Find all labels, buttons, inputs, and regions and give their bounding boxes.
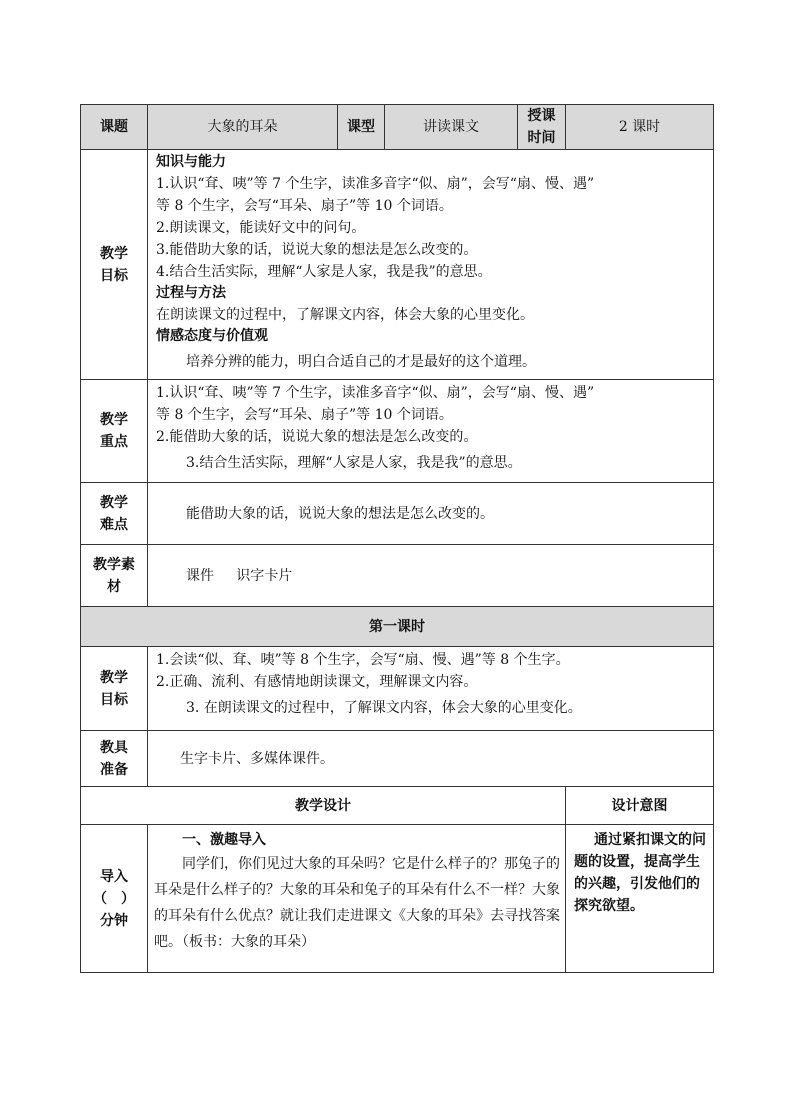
knowledge-line: 2.朗读课文，能读好文中的问句。 bbox=[156, 220, 366, 236]
hours-label: 授课时间 bbox=[518, 105, 566, 150]
lesson1-objective-line: 2.正确、流利、有感情地朗读课文，理解课文内容。 bbox=[156, 674, 478, 690]
knowledge-line: 3.能借助大象的话，说说大象的想法是怎么改变的。 bbox=[156, 242, 478, 258]
key-point-line: 3.结合生活实际，理解“人家是人家，我是我”的意思。 bbox=[186, 455, 522, 471]
difficulty-row bbox=[81, 483, 714, 545]
difficulty-label: 教学难点 bbox=[81, 483, 148, 545]
intro-label-2: （ ） bbox=[93, 890, 135, 907]
intro-row bbox=[81, 825, 714, 973]
lesson-plan-table bbox=[80, 104, 714, 973]
lesson1-objective-line: 3. 在朗读课文的过程中，了解课文内容，体会大象的心里变化。 bbox=[186, 700, 582, 716]
objectives-label: 教学目标 bbox=[81, 150, 148, 380]
lesson1-objectives-content bbox=[148, 647, 714, 731]
tools-text: 生字卡片、多媒体课件。 bbox=[148, 731, 714, 787]
key-point-line: 2.能借助大象的话，说说大象的想法是怎么改变的。 bbox=[156, 429, 478, 445]
intro-text: 同学们，你们见过大象的耳朵吗？它是什么样子的？那兔子的耳朵是什么样子的？大象的耳朵和兔子的耳朵有什么不一样？大象的耳朵有什么优点？就让我们走进课文《大象的耳朵》去寻找答案吧。（板书：大象的耳朵） bbox=[154, 856, 560, 950]
header-row bbox=[81, 105, 714, 150]
intro-title: 一、激趣导入 bbox=[182, 832, 266, 848]
knowledge-title: 知识与能力 bbox=[156, 154, 226, 170]
design-header: 教学设计 bbox=[81, 787, 566, 825]
topic-label: 课题 bbox=[81, 105, 148, 150]
objectives-row bbox=[81, 150, 714, 380]
tools-row bbox=[81, 731, 714, 787]
emotion-title: 情感态度与价值观 bbox=[156, 328, 268, 344]
type-label: 课型 bbox=[338, 105, 385, 150]
key-points-content bbox=[148, 380, 714, 483]
intent-header: 设计意图 bbox=[566, 787, 714, 825]
type-value: 讲读课文 bbox=[385, 105, 518, 150]
difficulty-text: 能借助大象的话，说说大象的想法是怎么改变的。 bbox=[148, 483, 714, 545]
lesson1-title: 第一课时 bbox=[81, 607, 714, 647]
intent-text: 通过紧扣课文的问题的设置，提高学生的兴趣，引发他们的探究欲望。 bbox=[566, 825, 714, 973]
key-points-row bbox=[81, 380, 714, 483]
process-title: 过程与方法 bbox=[156, 285, 226, 301]
knowledge-line: 1.认识“耷、咦”等 7 个生字，读准多音字“似、扇”，会写“扇、慢、遇” bbox=[156, 176, 595, 192]
key-points-label: 教学重点 bbox=[81, 380, 148, 483]
intro-content bbox=[148, 825, 566, 973]
lesson1-objective-line: 1.会读“似、耷、咦”等 8 个生字，会写“扇、慢、遇”等 8 个生字。 bbox=[156, 652, 570, 668]
lesson1-objectives-row bbox=[81, 647, 714, 731]
emotion-text: 培养分辨的能力，明白合适自己的才是最好的这个道理。 bbox=[186, 354, 536, 370]
key-point-line: 1.认识“耷、咦”等 7 个生字，读准多音字“似、扇”，会写“扇、慢、遇” bbox=[156, 385, 595, 401]
intro-label bbox=[81, 825, 148, 973]
process-text: 在朗读课文的过程中，了解课文内容，体会大象的心里变化。 bbox=[156, 307, 534, 323]
materials-text: 课件 识字卡片 bbox=[148, 545, 714, 607]
lesson1-objectives-label: 教学目标 bbox=[81, 647, 148, 731]
intro-label-1: 导入 bbox=[100, 868, 128, 885]
objectives-content bbox=[148, 150, 714, 380]
knowledge-line: 4.结合生活实际，理解“人家是人家，我是我”的意思。 bbox=[156, 264, 492, 280]
key-point-line: 等 8 个生字，会写“耳朵、扇子”等 10 个词语。 bbox=[156, 407, 453, 423]
topic-value: 大象的耳朵 bbox=[148, 105, 338, 150]
materials-label: 教学素材 bbox=[81, 545, 148, 607]
materials-row bbox=[81, 545, 714, 607]
design-header-row bbox=[81, 787, 714, 825]
tools-label: 教具准备 bbox=[81, 731, 148, 787]
knowledge-line: 等 8 个生字，会写“耳朵、扇子”等 10 个词语。 bbox=[156, 198, 453, 214]
lesson1-title-row bbox=[81, 607, 714, 647]
lesson-plan bbox=[80, 104, 713, 973]
hours-value: 2 课时 bbox=[566, 105, 714, 150]
intro-label-3: 分钟 bbox=[100, 912, 128, 929]
